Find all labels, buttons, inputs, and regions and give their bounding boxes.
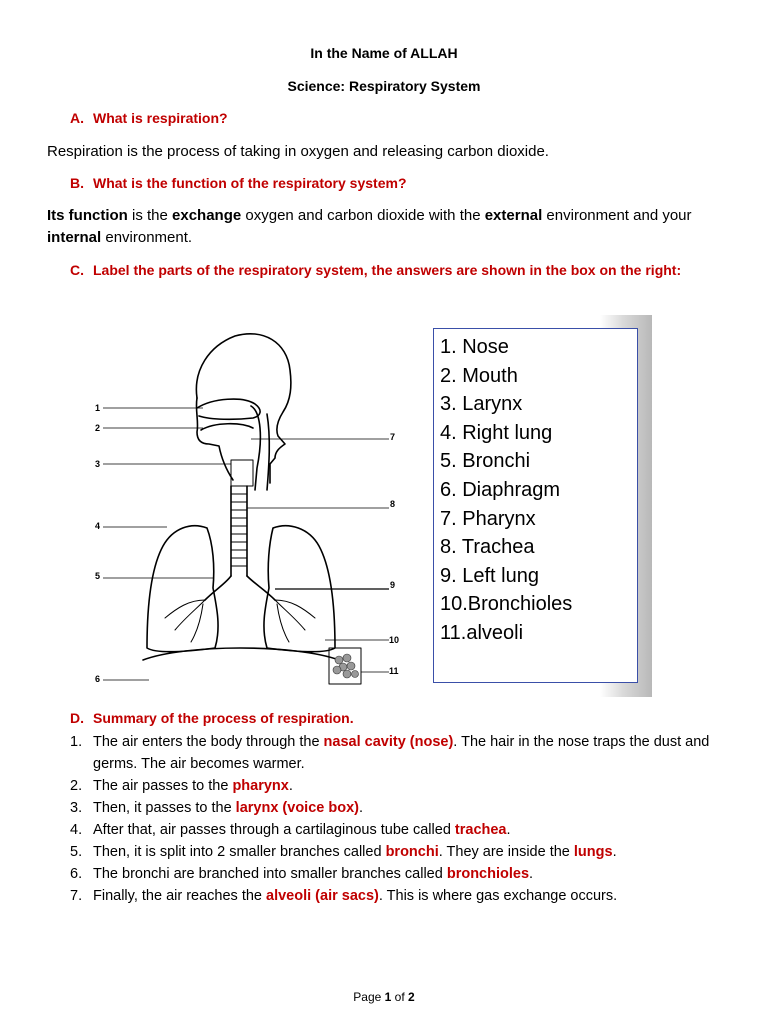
page-subtitle: Science: Respiratory System: [287, 78, 481, 94]
step-term: alveoli (air sacs): [266, 888, 379, 904]
diagram-label: 5: [95, 571, 101, 581]
footer-page-total: 2: [408, 990, 415, 1004]
footer-page-word: Page: [353, 990, 385, 1004]
answer-list: [434, 329, 637, 648]
step-number: 2.: [70, 778, 83, 794]
answer-item: 3. Larynx: [440, 393, 523, 416]
summary-step: [70, 775, 720, 797]
diagram-label: 10: [389, 635, 400, 645]
answer-term-function: Its function: [47, 207, 128, 224]
diagram-label: 2: [95, 423, 101, 433]
answer-item: 5. Bronchi: [440, 450, 531, 473]
answer-item: 8. Trachea: [440, 536, 535, 559]
section-b-heading: [70, 175, 407, 191]
pharynx-outline-back: [267, 414, 269, 490]
answer-term-internal: internal: [47, 229, 102, 246]
step-number: 5.: [70, 844, 83, 860]
step-text: Then, it passes to the: [93, 800, 236, 816]
summary-step: [70, 863, 720, 885]
step-number: 6.: [70, 866, 83, 882]
alveoli-cluster: [333, 654, 359, 678]
step-text: Finally, the air reaches the: [93, 888, 267, 904]
diagram-label: 6: [95, 674, 101, 684]
diagram-label: 7: [390, 432, 396, 442]
section-a-letter: A.: [70, 110, 84, 126]
step-term: bronchioles: [446, 866, 530, 882]
step-term: bronchi: [385, 844, 439, 860]
section-b-answer: [47, 205, 737, 249]
answer-text: oxygen and carbon dioxide with the: [241, 207, 485, 224]
answer-item: 4. Right lung: [440, 421, 553, 444]
diagram-label: 11: [389, 666, 399, 676]
face-outline: [196, 398, 233, 480]
answer-term-exchange: exchange: [172, 207, 242, 224]
trachea-outline: [231, 486, 247, 576]
answer-text: environment and your: [542, 207, 692, 224]
diagram-label: 4: [95, 521, 101, 531]
step-text: After that, air passes through a cartilaginous tube called: [93, 822, 455, 838]
answer-box: [433, 328, 638, 683]
step-text: Then, it is split into 2 smaller branches called: [93, 844, 386, 860]
footer-page-number: 1: [384, 990, 392, 1004]
step-text: .: [358, 800, 363, 816]
section-d-heading: [70, 710, 354, 726]
footer-of-word: of: [391, 990, 409, 1004]
step-term: larynx (voice box): [235, 800, 359, 816]
step-text: The bronchi are branched into smaller branches called: [93, 866, 447, 882]
right-bronchioles: [165, 600, 205, 642]
section-c-heading: [70, 259, 730, 281]
summary-list: [70, 731, 720, 907]
answer-item: 6. Diaphragm: [440, 478, 561, 501]
diagram-label: 1: [95, 403, 101, 413]
answer-item: 1. Nose: [440, 336, 509, 358]
page-title: In the Name of ALLAH: [310, 45, 458, 61]
section-c-letter: C.: [70, 262, 84, 278]
answer-item: 9. Left lung: [440, 564, 539, 587]
diaphragm-outline: [143, 648, 339, 660]
section-c-question: Label the parts of the respiratory system, the answers are shown in the box on the right:: [93, 262, 682, 278]
step-number: 4.: [70, 822, 83, 838]
right-lung-outline: [147, 526, 218, 652]
section-a-answer: Respiration is the process of taking in oxygen and releasing carbon dioxide.: [47, 143, 549, 160]
diagram-label: 3: [95, 459, 101, 469]
answer-item: 10.Bronchioles: [440, 593, 573, 616]
respiratory-system-diagram: [85, 318, 415, 698]
step-number: 7.: [70, 888, 83, 904]
step-term: lungs: [573, 844, 613, 860]
respiration-summary: [70, 731, 720, 907]
nasal-cavity-outline: [197, 399, 260, 419]
answer-item: 2. Mouth: [440, 364, 518, 387]
step-text: . This is where gas exchange occurs.: [378, 888, 618, 904]
step-text: . They are inside the: [438, 844, 574, 860]
answer-term-external: external: [484, 207, 543, 224]
step-text: The air passes to the: [93, 778, 233, 794]
head-outline: [196, 334, 290, 483]
answer-item: 11.alveoli: [440, 621, 524, 644]
section-d-letter: D.: [70, 710, 84, 726]
trachea-rings: [231, 494, 247, 566]
step-text: . The hair in the nose traps the dust and germs. The air becomes warmer.: [93, 734, 710, 772]
summary-step: [70, 885, 720, 907]
step-number: 3.: [70, 800, 83, 816]
step-text: .: [288, 778, 293, 794]
summary-step: [70, 819, 720, 841]
step-number: 1.: [70, 734, 83, 750]
step-text: .: [529, 866, 534, 882]
section-a-question: What is respiration?: [93, 110, 228, 126]
larynx-box: [231, 460, 253, 486]
step-term: trachea: [454, 822, 507, 838]
step-text: The air enters the body through the: [93, 734, 324, 750]
diagram-label: 9: [390, 580, 396, 590]
step-term: pharynx: [232, 778, 289, 794]
page-footer: [0, 990, 768, 1004]
answer-text: is the: [127, 207, 173, 224]
left-bronchioles: [275, 600, 315, 642]
summary-step: [70, 731, 720, 775]
answer-text: environment.: [101, 229, 193, 246]
section-d-question: Summary of the process of respiration.: [93, 710, 354, 726]
section-a-heading: [70, 110, 228, 126]
step-term: nasal cavity (nose): [323, 734, 454, 750]
summary-step: [70, 841, 720, 863]
bronchi-outline: [205, 576, 275, 600]
mouth-outline: [201, 424, 253, 430]
diagram-label: 8: [390, 499, 396, 509]
step-text: .: [506, 822, 511, 838]
step-text: .: [612, 844, 617, 860]
leader-lines: [103, 408, 389, 680]
section-b-letter: B.: [70, 175, 84, 191]
answer-item: 7. Pharynx: [440, 507, 536, 530]
respiratory-diagram-svg: [85, 318, 415, 698]
summary-step: [70, 797, 720, 819]
section-b-question: What is the function of the respiratory system?: [93, 175, 407, 191]
